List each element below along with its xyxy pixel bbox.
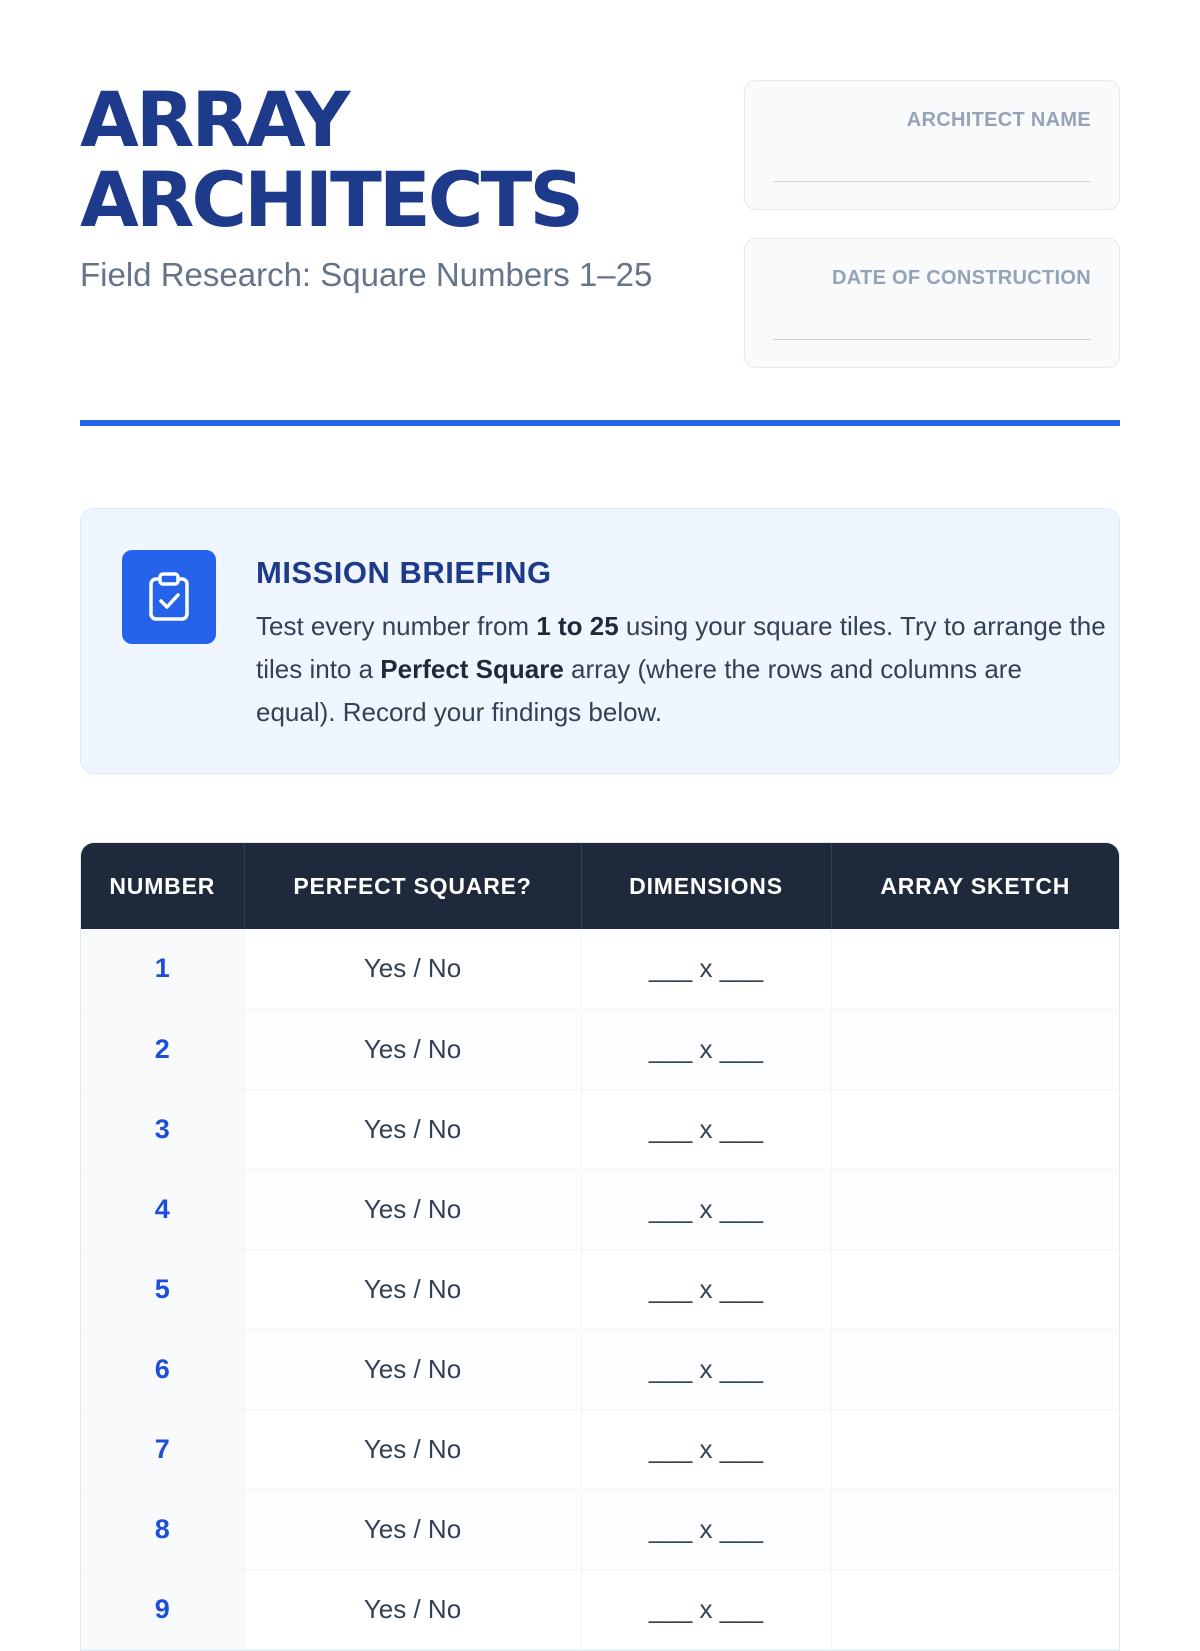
- array-sketch-cell[interactable]: [831, 1089, 1119, 1169]
- findings-table: [81, 843, 1119, 1650]
- array-sketch-cell[interactable]: [831, 1329, 1119, 1409]
- perfect-square-cell[interactable]: Yes / No: [244, 1089, 581, 1169]
- table-row: [81, 1089, 1119, 1169]
- table-row: [81, 1409, 1119, 1489]
- row-number: 1: [81, 929, 244, 1009]
- page-title: [80, 75, 700, 244]
- date-label: DATE OF CONSTRUCTION: [832, 267, 1091, 289]
- date-of-construction-field[interactable]: [744, 238, 1120, 368]
- array-sketch-cell[interactable]: [831, 1489, 1119, 1569]
- architect-name-field[interactable]: [744, 80, 1120, 210]
- array-sketch-cell[interactable]: [831, 1569, 1119, 1649]
- architect-name-line[interactable]: [773, 181, 1091, 182]
- dimensions-cell[interactable]: ___ x ___: [581, 1489, 831, 1569]
- table-row: [81, 1009, 1119, 1089]
- table-row: [81, 929, 1119, 1009]
- title-line-2: ARCHITECTS: [80, 155, 582, 244]
- dimensions-cell[interactable]: ___ x ___: [581, 1089, 831, 1169]
- dimensions-cell[interactable]: ___ x ___: [581, 929, 831, 1009]
- dimensions-cell[interactable]: ___ x ___: [581, 1409, 831, 1489]
- architect-name-label: ARCHITECT NAME: [906, 109, 1091, 131]
- array-sketch-cell[interactable]: [831, 929, 1119, 1009]
- header-divider: [80, 420, 1120, 426]
- row-number: 3: [81, 1089, 244, 1169]
- perfect-square-cell[interactable]: Yes / No: [244, 929, 581, 1009]
- row-number: 8: [81, 1489, 244, 1569]
- row-number: 6: [81, 1329, 244, 1409]
- table-row: [81, 1569, 1119, 1649]
- row-number: 7: [81, 1409, 244, 1489]
- row-number: 9: [81, 1569, 244, 1649]
- table-body: [81, 929, 1119, 1649]
- briefing-text: Test every number from 1 to 25 using your square tiles. Try to arrange the tiles into a Perfect Square array (where the rows and columns are equal). Record your findings below.: [256, 611, 1106, 727]
- mission-briefing-card: [80, 508, 1120, 774]
- table-row: [81, 1489, 1119, 1569]
- perfect-square-cell[interactable]: Yes / No: [244, 1489, 581, 1569]
- worksheet-header: [80, 0, 1120, 428]
- header-number: NUMBER: [81, 843, 244, 929]
- page-subtitle: Field Research: Square Numbers 1–25: [80, 256, 653, 293]
- dimensions-cell[interactable]: ___ x ___: [581, 1249, 831, 1329]
- date-line[interactable]: [773, 339, 1091, 340]
- row-number: 4: [81, 1169, 244, 1249]
- header-dimensions: DIMENSIONS: [581, 843, 831, 929]
- perfect-square-cell[interactable]: Yes / No: [244, 1409, 581, 1489]
- table-header-row: [81, 843, 1119, 929]
- findings-table-container: [80, 842, 1120, 1651]
- briefing-title: MISSION BRIEFING: [256, 555, 552, 590]
- dimensions-cell[interactable]: ___ x ___: [581, 1009, 831, 1089]
- table-row: [81, 1169, 1119, 1249]
- row-number: 5: [81, 1249, 244, 1329]
- perfect-square-cell[interactable]: Yes / No: [244, 1009, 581, 1089]
- array-sketch-cell[interactable]: [831, 1409, 1119, 1489]
- array-sketch-cell[interactable]: [831, 1169, 1119, 1249]
- dimensions-cell[interactable]: ___ x ___: [581, 1169, 831, 1249]
- header-array-sketch: ARRAY SKETCH: [831, 843, 1119, 929]
- array-sketch-cell[interactable]: [831, 1009, 1119, 1089]
- clipboard-check-icon: [122, 550, 216, 644]
- perfect-square-cell[interactable]: Yes / No: [244, 1329, 581, 1409]
- perfect-square-cell[interactable]: Yes / No: [244, 1249, 581, 1329]
- dimensions-cell[interactable]: ___ x ___: [581, 1329, 831, 1409]
- row-number: 2: [81, 1009, 244, 1089]
- title-line-1: ARRAY: [80, 75, 348, 164]
- perfect-square-cell[interactable]: Yes / No: [244, 1569, 581, 1649]
- header-perfect-square: PERFECT SQUARE?: [244, 843, 581, 929]
- perfect-square-cell[interactable]: Yes / No: [244, 1169, 581, 1249]
- array-sketch-cell[interactable]: [831, 1249, 1119, 1329]
- table-row: [81, 1249, 1119, 1329]
- table-row: [81, 1329, 1119, 1409]
- dimensions-cell[interactable]: ___ x ___: [581, 1569, 831, 1649]
